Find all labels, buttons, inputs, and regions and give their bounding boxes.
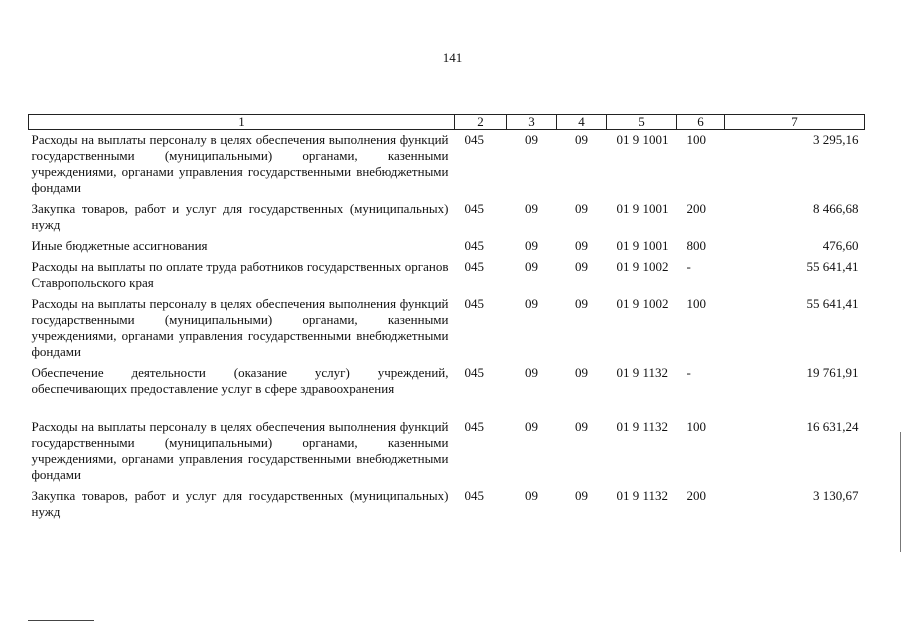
row-amount: 19 761,91: [806, 365, 859, 380]
row-expense-type: -: [686, 259, 691, 274]
row-target-code: 01 9 1132: [616, 365, 669, 380]
row-ved-code: 045: [464, 296, 484, 311]
row-expense-type: 100: [686, 296, 706, 311]
row-subsection: 09: [575, 259, 588, 274]
table-row: [29, 417, 865, 486]
header-col-5: 5: [607, 115, 677, 130]
budget-table: [28, 114, 865, 523]
table-body: [29, 130, 865, 524]
row-description: Расходы на выплаты персоналу в целях обеспечения выполнения функций государственными (муниципальными) органами, казенными учреждениями, органами управления государственными внебюджетными фондами: [31, 296, 449, 359]
header-col-6: 6: [677, 115, 725, 130]
row-ved-code: 045: [464, 238, 484, 253]
row-description: Расходы на выплаты персоналу в целях обеспечения выполнения функций государственными (муниципальными) органами, казенными учреждениями, органами управления государственными внебюджетными фондами: [31, 132, 449, 195]
row-description: Закупка товаров, работ и услуг для государственных (муниципальных) нужд: [31, 488, 449, 519]
row-subsection: 09: [575, 201, 588, 216]
row-description: Закупка товаров, работ и услуг для государственных (муниципальных) нужд: [31, 201, 449, 232]
row-target-code: 01 9 1001: [616, 201, 669, 216]
row-expense-type: 200: [686, 201, 706, 216]
row-amount: 55 641,41: [806, 296, 859, 311]
table-row: [29, 199, 865, 236]
table-row: [29, 236, 865, 257]
row-target-code: 01 9 1001: [616, 132, 669, 147]
row-amount: 16 631,24: [806, 419, 859, 434]
row-subsection: 09: [575, 238, 588, 253]
row-amount: 8 466,68: [813, 201, 859, 216]
header-col-1: 1: [29, 115, 455, 130]
row-description: Обеспечение деятельности (оказание услуг) учреждений, обеспечивающих предоставление услуг в сфере здравоохранения: [31, 365, 449, 396]
row-target-code: 01 9 1002: [616, 259, 669, 274]
row-section: 09: [525, 365, 538, 380]
row-amount: 3 295,16: [813, 132, 859, 147]
row-amount: 55 641,41: [806, 259, 859, 274]
row-expense-type: 100: [686, 419, 706, 434]
table-row: [29, 363, 865, 417]
row-description: Иные бюджетные ассигнования: [31, 238, 208, 253]
row-amount: 3 130,67: [813, 488, 859, 503]
row-expense-type: 100: [686, 132, 706, 147]
row-subsection: 09: [575, 365, 588, 380]
row-target-code: 01 9 1132: [616, 419, 669, 434]
row-section: 09: [525, 201, 538, 216]
row-expense-type: -: [686, 365, 691, 380]
row-section: 09: [525, 259, 538, 274]
row-expense-type: 800: [686, 238, 706, 253]
table-header: [29, 115, 865, 130]
row-subsection: 09: [575, 488, 588, 503]
header-col-2: 2: [455, 115, 507, 130]
scan-edge-line: [900, 432, 901, 552]
row-ved-code: 045: [464, 365, 484, 380]
row-target-code: 01 9 1002: [616, 296, 669, 311]
row-section: 09: [525, 419, 538, 434]
row-amount: 476,60: [822, 238, 859, 253]
header-col-4: 4: [557, 115, 607, 130]
header-col-7: 7: [725, 115, 865, 130]
row-ved-code: 045: [464, 259, 484, 274]
footnote-separator: [28, 620, 94, 621]
row-section: 09: [525, 488, 538, 503]
row-description: Расходы на выплаты по оплате труда работников государственных органов Ставропольского края: [31, 259, 449, 290]
row-subsection: 09: [575, 296, 588, 311]
row-ved-code: 045: [464, 132, 484, 147]
row-section: 09: [525, 296, 538, 311]
table-row: [29, 130, 865, 200]
row-section: 09: [525, 238, 538, 253]
page-number: 141: [442, 50, 463, 65]
row-subsection: 09: [575, 132, 588, 147]
table-row: [29, 294, 865, 363]
row-target-code: 01 9 1132: [616, 488, 669, 503]
row-expense-type: 200: [686, 488, 706, 503]
row-description: Расходы на выплаты персоналу в целях обеспечения выполнения функций государственными (муниципальными) органами, казенными учреждениями, органами управления государственными внебюджетными фондами: [31, 419, 449, 482]
table-row: [29, 257, 865, 294]
row-ved-code: 045: [464, 488, 484, 503]
row-ved-code: 045: [464, 201, 484, 216]
row-section: 09: [525, 132, 538, 147]
row-subsection: 09: [575, 419, 588, 434]
row-ved-code: 045: [464, 419, 484, 434]
header-col-3: 3: [507, 115, 557, 130]
header-row: [29, 115, 865, 130]
table-row: [29, 486, 865, 523]
row-target-code: 01 9 1001: [616, 238, 669, 253]
